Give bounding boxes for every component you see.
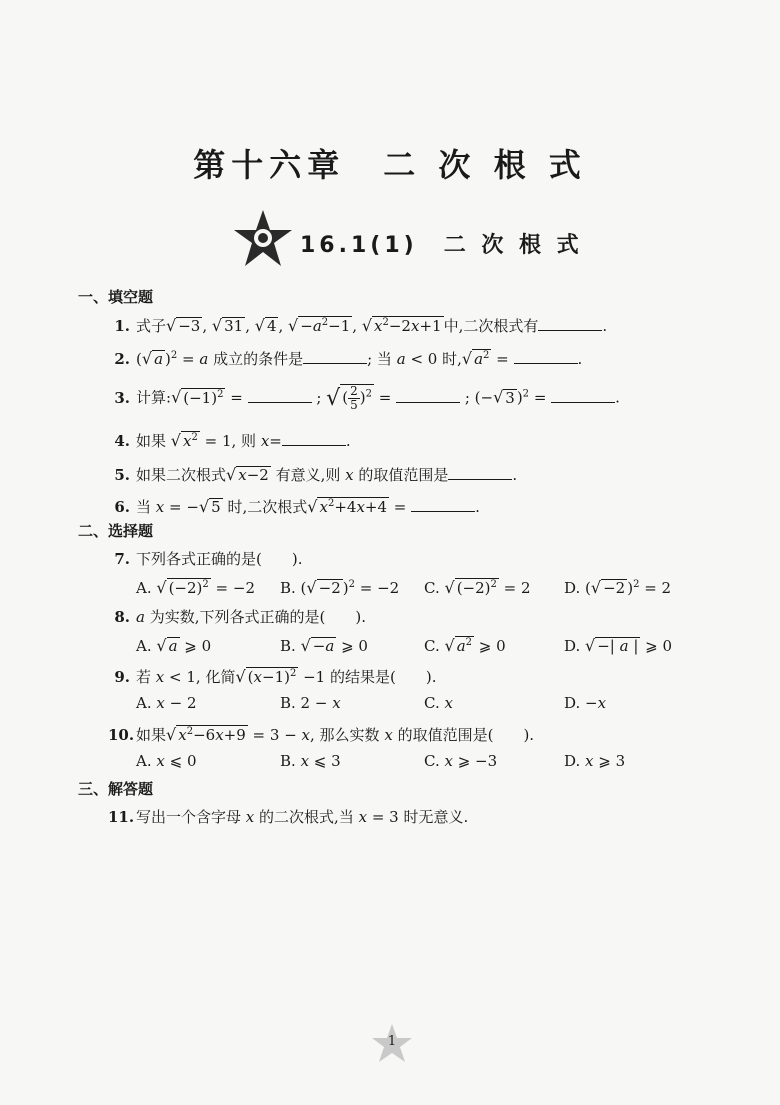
q7-option-b[interactable]: B. (√ −2 )$^2$ = −2 <box>280 578 400 597</box>
q8-option-c[interactable]: C. √ $a^2$ ⩾ 0 <box>424 636 506 655</box>
question-4: 4. 如果 √ $x^2 = 1$, 则 x= . <box>114 431 351 450</box>
q10-option-b[interactable]: B. x ⩽ 3 <box>280 752 341 770</box>
star-eye-logo <box>232 208 294 270</box>
q10-option-a[interactable]: A. x ⩽ 0 <box>136 752 197 770</box>
heading-fill-in: 一、填空题 <box>78 288 154 306</box>
answer-blank[interactable] <box>282 431 346 446</box>
answer-blank[interactable] <box>411 497 475 512</box>
answer-blank[interactable] <box>538 316 602 331</box>
chapter-title: 第十六章 二 次 根 式 <box>193 146 587 184</box>
question-9: 9. 若 x < 1, 化简√ $(x-1)^2 -1$ 的结果是( ). <box>114 667 437 686</box>
q7-option-c[interactable]: C. √ $(-2)^2 = 2$ <box>424 578 531 597</box>
question-number: 1. <box>114 317 130 335</box>
question-2: 2. (√ a )$^2$ = a 成立的条件是 ; 当 a < 0 时,√ $a^2$ = . <box>114 349 583 368</box>
q7-option-a[interactable]: A. √ $(-2)^2 = -2$ <box>136 578 255 597</box>
heading-multiple-choice: 二、选择题 <box>78 522 154 540</box>
heading-short-answer: 三、解答题 <box>78 780 154 798</box>
q9-option-a[interactable]: A. x − 2 <box>136 694 197 712</box>
q10-option-d[interactable]: D. x ⩾ 3 <box>564 752 626 770</box>
question-7: 7. 下列各式正确的是( ). <box>114 550 303 568</box>
q8-option-a[interactable]: A. √ a ⩾ 0 <box>136 636 212 655</box>
q7-option-d[interactable]: D. (√ −2 )$^2$ = 2 <box>564 578 672 597</box>
question-3: 3. 计算:√ $(-1)^2$ = ; √ ( $\frac{2}{5}$ )$^2$ = ; (−√ 3 )$^2$ = . <box>114 384 620 413</box>
answer-blank[interactable] <box>551 388 615 403</box>
question-6: 6. 当 x = −√ 5 时,二次根式√ $x^2+4x+4$ = . <box>114 497 480 516</box>
question-5: 5. 如果二次根式√ x−2 有意义,则 x 的取值范围是 . <box>114 465 518 484</box>
answer-blank[interactable] <box>248 388 312 403</box>
answer-blank[interactable] <box>514 349 578 364</box>
q9-option-d[interactable]: D. −x <box>564 694 607 712</box>
answer-blank[interactable] <box>303 349 367 364</box>
q9-option-b[interactable]: B. 2 − x <box>280 694 341 712</box>
question-10: 10. 如果√ $x^2-6x+9 = 3 - x$, 那么实数 x 的取值范围是( ). <box>108 725 535 744</box>
question-8: 8. a 为实数,下列各式正确的是( ). <box>114 608 366 626</box>
q8-option-d[interactable]: D. √ −| a | ⩾ 0 <box>564 636 673 655</box>
answer-blank[interactable] <box>448 465 512 480</box>
question-11: 11. 写出一个含字母 x 的二次根式,当 x = 3 时无意义. <box>108 808 469 826</box>
section-title: 16.1(1) 二 次 根 式 <box>300 233 583 258</box>
answer-blank[interactable] <box>396 388 460 403</box>
q10-option-c[interactable]: C. x ⩾ −3 <box>424 752 498 770</box>
q9-option-c[interactable]: C. x <box>424 694 453 712</box>
page-number: 1 <box>387 1034 397 1049</box>
q8-option-b[interactable]: B. √ −a ⩾ 0 <box>280 636 368 655</box>
question-1: 1. 式子√ −3 , √ 31 , √ 4 , √ $-a^2-1$ , √ $x^2-2x+1$ 中,二次根式有 . <box>108 315 607 336</box>
